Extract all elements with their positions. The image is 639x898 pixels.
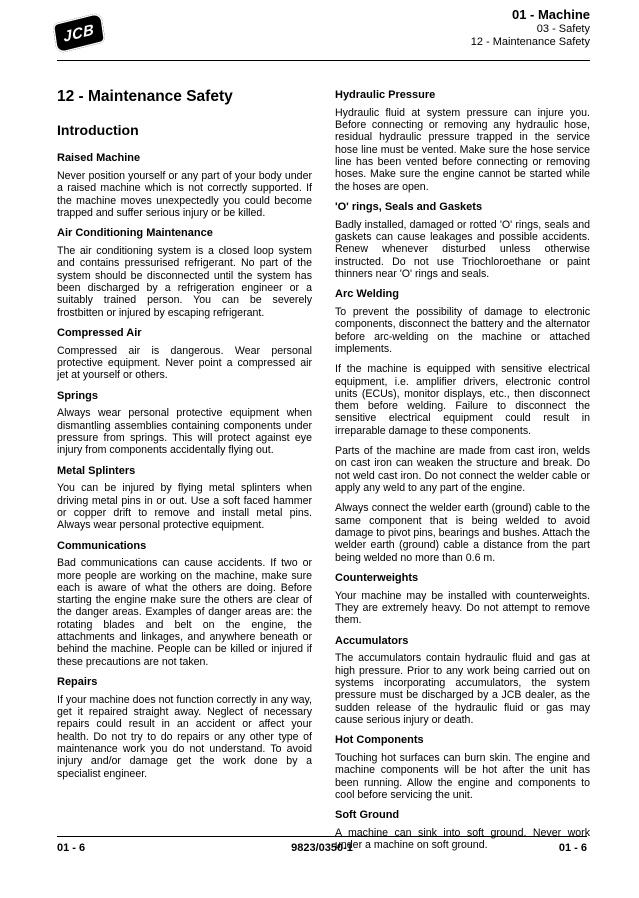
introduction-heading: Introduction [57, 122, 139, 139]
section-paragraph: Your machine may be installed with counterweights. They are extremely heavy. Do not attempt to remove them. [335, 589, 590, 627]
footer-document-number: 9823/0350-1 [291, 842, 353, 854]
footer-rule [57, 836, 587, 837]
section-paragraph: To prevent the possibility of damage to electronic components, disconnect the battery and the alternator before arc-welding on the machine or attached implements. [335, 305, 590, 355]
section-paragraph: The accumulators contain hydraulic fluid and gas at high pressure. Prior to any work being carried out on systems incorporating accumulators, the system pressure must be discharged by a JCB dealer, as the sudden release of the hydraulic fluid or gas may cause serious injury or death. [335, 652, 590, 726]
section-heading: Arc Welding [335, 288, 399, 301]
content-columns [57, 88, 590, 860]
header-section: 03 - Safety [536, 22, 590, 35]
section-heading: Raised Machine [57, 152, 141, 165]
right-column [335, 88, 590, 860]
section-paragraph: Compressed air is dangerous. Wear personal protective equipment. Never point a compressed air jet at yourself or others. [57, 344, 312, 382]
section-heading: Communications [57, 539, 147, 552]
left-column-sections [57, 152, 312, 780]
section-heading: 'O' rings, Seals and Gaskets [335, 200, 483, 213]
header-chapter: 01 - Machine [511, 7, 590, 22]
section-paragraph: If your machine does not function correctly in any way, get it repaired straight away. Neglect of necessary repairs could result in an accident or affect your health. Do not try to do repairs or any other type of maintenance work you do not understand. To avoid injury and/or damage get the work done by a specialist engineer. [57, 693, 312, 780]
section-heading: Springs [57, 389, 98, 402]
section-heading: Metal Splinters [57, 464, 136, 477]
footer-page-number-right: 01 - 6 [558, 842, 587, 854]
section-paragraph: Badly installed, damaged or rotted 'O' rings, seals and gaskets can cause leakages and possible accidents. Renew whenever disturbed unless otherwise instructed. Do not use Triochloroethane or paint thinners near 'O' rings and seals. [335, 218, 590, 280]
section-paragraph: Parts of the machine are made from cast iron, welds on cast iron can weaken the structure and break. Do not weld cast iron. Do not connect the welder cable or apply any weld to any part of the engine. [335, 445, 590, 495]
page-title: 12 - Maintenance Safety [57, 88, 233, 105]
left-column [57, 88, 312, 860]
section-paragraph: If the machine is equipped with sensitive electrical equipment, i.e. amplifier drivers, electronic control units (ECUs), monitor displays, etc., then disconnect them before welding. Failure to disconnect the sensitive electrical equipment could result in irreparable damage to these components. [335, 363, 590, 437]
footer-row [57, 842, 587, 854]
header-rule [57, 60, 590, 61]
footer-page-number-left: 01 - 6 [57, 842, 86, 854]
section-paragraph: The air conditioning system is a closed loop system and contains pressurised refrigerant. No part of the system should be disconnected until the system has been discharged by a refrigeration engineer or a suitably trained person. You can be severely frostbitten or injured by escaping refrigerant. [57, 245, 312, 319]
section-heading: Compressed Air [57, 327, 142, 339]
section-heading: Repairs [57, 676, 98, 689]
section-paragraph: Always connect the welder earth (ground) cable to the same component that is being welded to avoid damage to pivot pins, bearings and bushes. Attach the welder earth (ground) cable a distance from the part being welded no more than 0.6 m. [335, 502, 591, 564]
header-subsection: 12 - Maintenance Safety [470, 35, 590, 48]
page-header [57, 8, 590, 60]
jcb-logo-text: JCB [63, 20, 95, 46]
section-paragraph: Always wear personal protective equipment when dismantling assemblies containing components under pressure from springs. This will protect against eye injury from components accidentally flying out. [57, 407, 312, 457]
section-heading: Hot Components [335, 734, 424, 747]
jcb-logo [53, 12, 106, 54]
section-paragraph: Bad communications can cause accidents. If two or more people are working on the machine, make sure each is aware of what the others are doing. Before starting the engine make sure the others are clear of the danger areas. Examples of danger areas are: the rotating blades and belt on the engine, the attachments and linkages, and anywhere beneath or behind the machine. People can be killed or injured if these precautions are not taken. [57, 557, 312, 668]
section-paragraph: Never position yourself or any part of your body under a raised machine which is not correctly supported. If the machine moves unexpectedly you could become trapped and suffer serious injury or be killed. [57, 170, 312, 220]
section-heading: Air Conditioning Maintenance [57, 227, 213, 240]
section-heading: Accumulators [335, 634, 409, 647]
section-heading: Hydraulic Pressure [335, 89, 436, 101]
section-heading: Soft Ground [335, 809, 400, 822]
section-heading: Counterweights [335, 572, 419, 585]
section-paragraph: Touching hot surfaces can burn skin. The engine and machine components will be hot after the unit has been running. Allow the engine and components to cool before servicing the unit. [335, 751, 590, 801]
header-breadcrumb [471, 8, 590, 48]
page-footer [57, 836, 587, 854]
section-paragraph: A machine can sink into soft ground. Never work under a machine on soft ground. [335, 826, 590, 852]
section-paragraph: Hydraulic fluid at system pressure can injure you. Before connecting or removing any hydraulic hose, residual hydraulic pressure trapped in the service hose line must be vented. Make sure the hose service line has been vented before connecting or removing hoses. Make sure the engine cannot be started while the hoses are open. [335, 106, 590, 193]
section-paragraph: You can be injured by flying metal splinters when driving metal pins in or out. Use a soft faced hammer or copper drift to remove and install metal pins. Always wear personal protective equipment. [57, 482, 312, 532]
right-column-sections [335, 89, 590, 852]
